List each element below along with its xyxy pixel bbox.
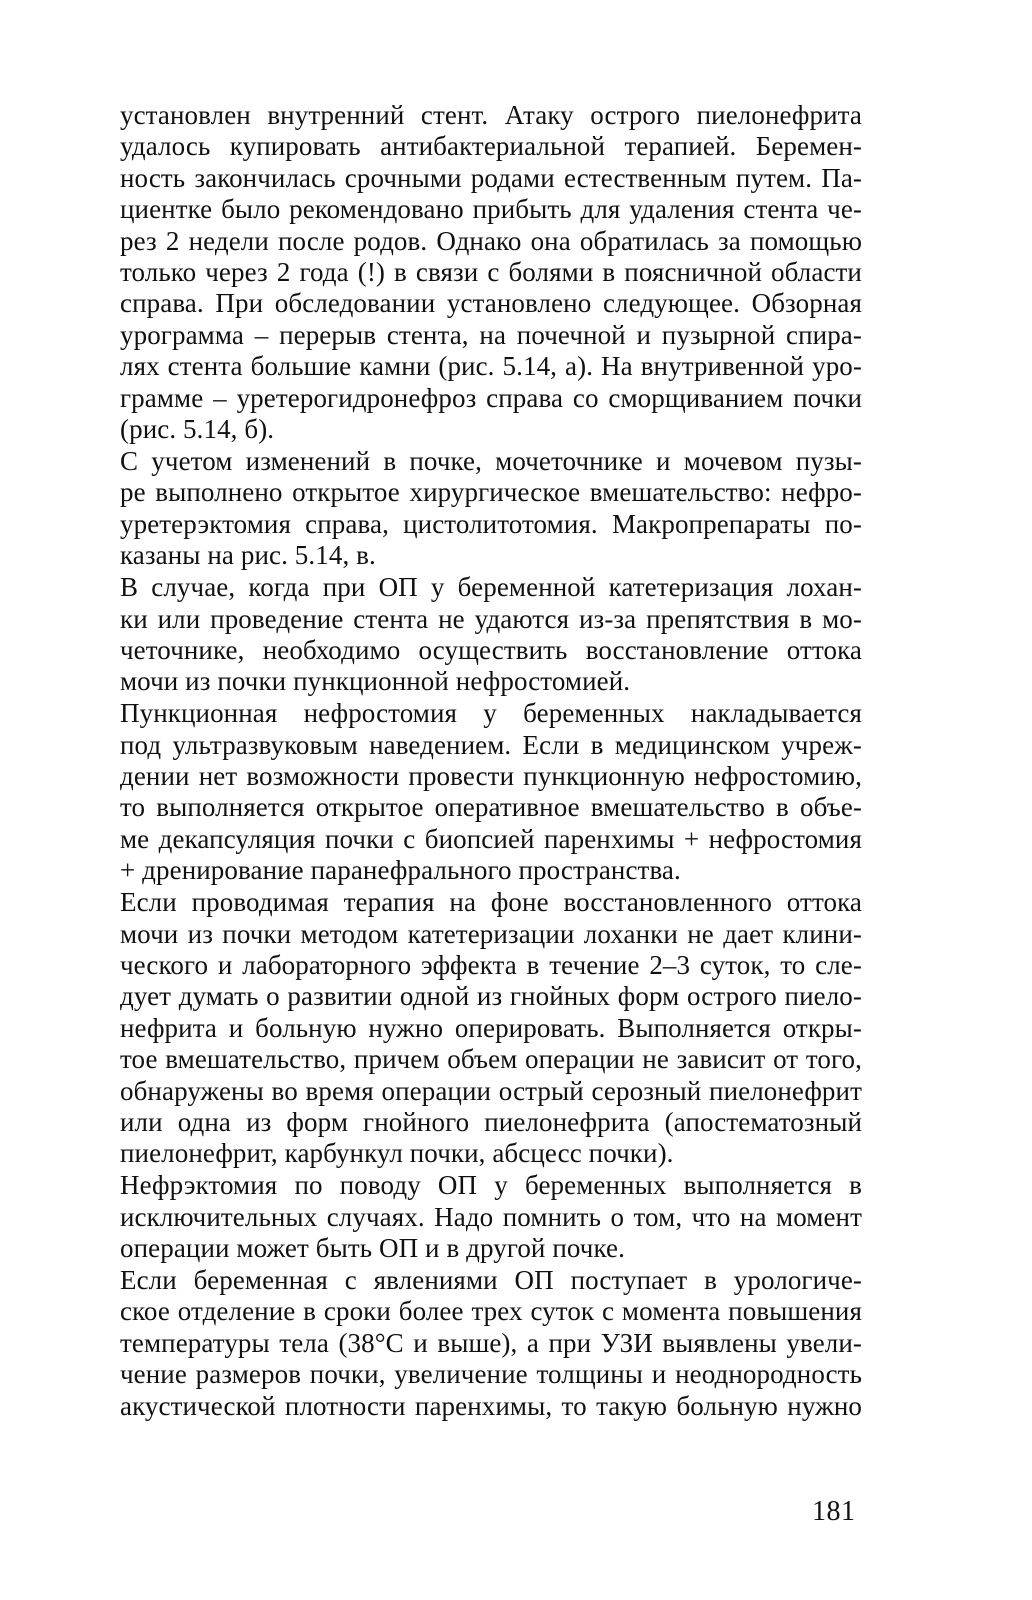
text-line: ре выполнено открытое хирургическое вмешательство: нефро- <box>120 477 862 508</box>
text-line: (рис. 5.14, б). <box>120 414 275 445</box>
text-line: то выполняется открытое оперативное вмешательство в объе- <box>120 792 862 823</box>
page-number: 181 <box>812 1496 856 1527</box>
text-line: нефрита и больную нужно оперировать. Выполняется откры- <box>120 1012 862 1043</box>
text-line: казаны на рис. 5.14, в. <box>120 540 376 571</box>
text-line: ческого и лабораторного эффекта в течение 2–3 суток, то сле- <box>120 949 862 980</box>
text-line: Пункционная нефростомия у беременных накладывается <box>120 698 862 729</box>
paragraph-2 <box>120 446 862 572</box>
paragraph-3 <box>120 572 862 698</box>
text-line: ность закончилась срочными родами естественным путем. Па- <box>120 162 862 193</box>
text-line: Если проводимая терапия на фоне восстановленного оттока <box>120 887 862 918</box>
text-line: ское отделение в сроки более трех суток с момента повышения <box>120 1296 862 1327</box>
paragraph-5 <box>120 887 862 1170</box>
text-line: + дренирование паранефрального пространства. <box>120 855 681 886</box>
text-line: четочнике, необходимо осуществить восстановление оттока <box>120 634 862 665</box>
paragraph-4 <box>120 698 862 886</box>
text-line: мочи из почки пункционной нефростомией. <box>120 666 631 697</box>
text-line: под ультразвуковым наведением. Если в медицинском учреж- <box>120 729 862 760</box>
text-line: чение размеров почки, увеличение толщины и неоднородность <box>120 1359 862 1390</box>
text-line: тое вмешательство, причем объем операции не зависит от того, <box>120 1044 862 1075</box>
text-line: грамме – уретерогидронефроз справа со сморщиванием почки <box>120 382 862 413</box>
text-line: пиелонефрит, карбункул почки, абсцесс почки). <box>120 1138 674 1169</box>
body-text <box>120 100 862 1422</box>
text-line: циентке было рекомендовано прибыть для удаления стента че- <box>120 194 862 225</box>
text-line: операции может быть ОП и в другой почке. <box>120 1233 625 1264</box>
paragraph-7 <box>120 1265 862 1422</box>
text-line: температуры тела (38°С и выше), а при УЗИ выявлены увели- <box>120 1327 862 1358</box>
text-line: дует думать о развитии одной из гнойных форм острого пиело- <box>120 981 862 1012</box>
text-line: уретерэктомия справа, цистолитотомия. Макропрепараты по- <box>120 508 862 539</box>
text-line: урограмма – перерыв стента, на почечной и пузырной спира- <box>120 319 862 350</box>
text-line: или одна из форм гнойного пиелонефрита (апостематозный <box>120 1107 862 1137</box>
text-line: мочи из почки методом катетеризации лоханки не дает клини- <box>120 918 862 949</box>
text-line: ки или проведение стента не удаются из-за препятствия в мо- <box>120 603 862 634</box>
text-line: Если беременная с явлениями ОП поступает в урологиче- <box>120 1265 862 1296</box>
text-line: акустической плотности паренхимы, то такую больную нужно <box>120 1390 862 1421</box>
text-line: дении нет возможности провести пункционную нефростомию, <box>120 761 862 792</box>
text-line: В случае, когда при ОП у беременной катетеризация лохан- <box>120 572 862 603</box>
paragraph-6 <box>120 1170 862 1264</box>
text-line: Нефрэктомия по поводу ОП у беременных выполняется в <box>120 1170 862 1201</box>
text-line: установлен внутренний стент. Атаку острого пиелонефрита <box>120 100 862 130</box>
paragraph-1 <box>120 100 862 445</box>
text-line: С учетом изменений в почке, мочеточнике и мочевом пузы- <box>120 445 862 476</box>
text-line: рез 2 недели после родов. Однако она обратилась за помощью <box>120 225 862 256</box>
text-line: обнаружены во время операции острый серозный пиелонефрит <box>120 1075 862 1106</box>
text-line: только через 2 года (!) в связи с болями в поясничной области <box>120 257 862 288</box>
text-line: исключительных случаях. Надо помнить о том, что на момент <box>120 1201 862 1232</box>
text-line: справа. При обследовании установлено следующее. Обзорная <box>120 288 862 319</box>
text-line: ме декапсуляция почки с биопсией паренхимы + нефростомия <box>120 823 862 854</box>
text-line: удалось купировать антибактериальной терапией. Беремен- <box>120 131 862 162</box>
text-line: лях стента большие камни (рис. 5.14, а). На внутривенной уро- <box>120 351 862 382</box>
